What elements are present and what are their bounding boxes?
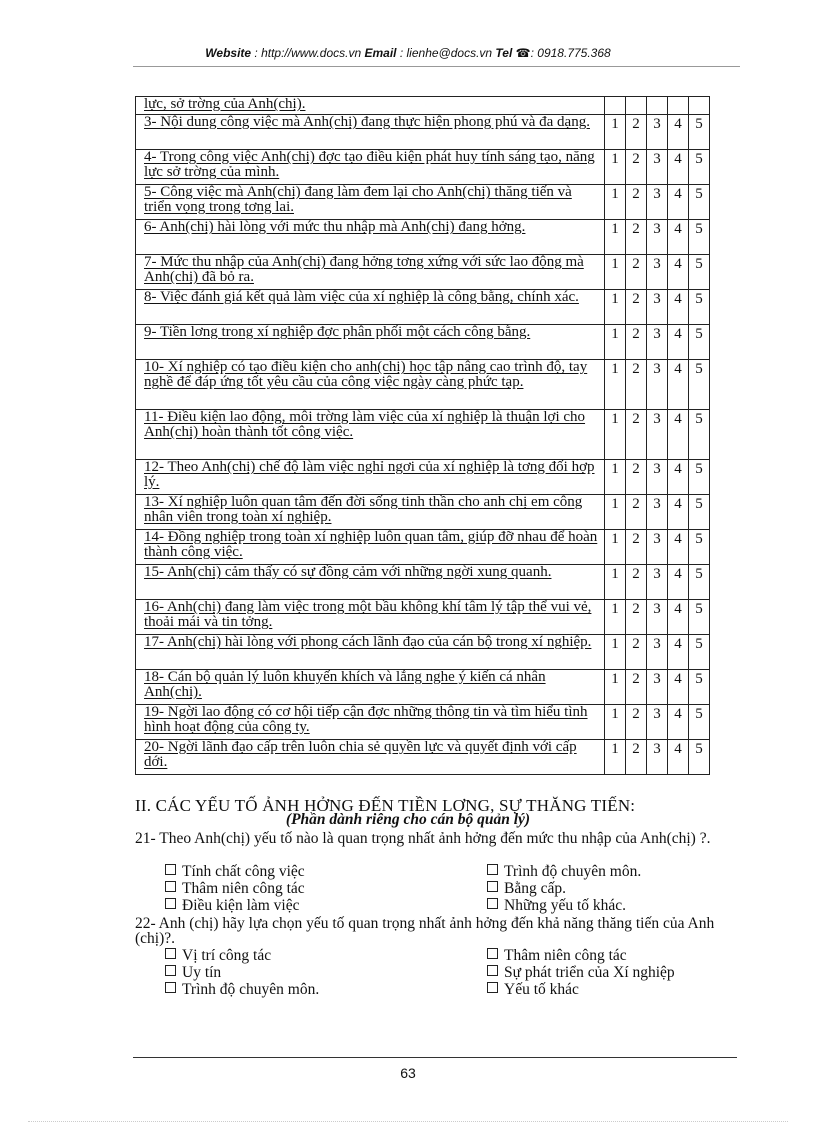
rating-cell[interactable]: 1 bbox=[605, 495, 626, 530]
checkbox-label: Trình độ chuyên môn. bbox=[504, 863, 642, 880]
rating-cell[interactable]: 2 bbox=[626, 220, 647, 255]
checkbox-option[interactable] bbox=[165, 948, 271, 964]
checkbox-option[interactable] bbox=[487, 982, 579, 998]
rating-cell[interactable]: 1 bbox=[605, 185, 626, 220]
rating-cell[interactable]: 1 bbox=[605, 290, 626, 325]
table-row bbox=[136, 670, 710, 705]
checkbox-option[interactable] bbox=[487, 864, 641, 880]
rating-cell[interactable]: 4 bbox=[668, 705, 689, 740]
rating-cell[interactable]: 1 bbox=[605, 530, 626, 565]
rating-cell[interactable] bbox=[668, 97, 689, 115]
checkbox-label: Điều kiện làm việc bbox=[182, 897, 300, 914]
rating-cell[interactable] bbox=[647, 97, 668, 115]
question-text: 11- Điều kiện lao động, môi trờng làm việc của xí nghiệp là thuận lợi cho Anh(chị) hoàn thành tốt công việc. bbox=[136, 410, 605, 460]
checkbox-label: Bằng cấp. bbox=[504, 880, 566, 897]
email-label: Email bbox=[364, 46, 397, 60]
rating-cell[interactable]: 2 bbox=[626, 150, 647, 185]
rating-cell[interactable]: 5 bbox=[689, 495, 710, 530]
question-text: 12- Theo Anh(chị) chế độ làm việc nghỉ ngơi của xí nghiệp là tơng đối hợp lý. bbox=[136, 460, 605, 495]
table-row bbox=[136, 360, 710, 410]
rating-cell[interactable]: 2 bbox=[626, 325, 647, 360]
table-row bbox=[136, 325, 710, 360]
rating-cell[interactable]: 5 bbox=[689, 705, 710, 740]
rating-cell[interactable]: 4 bbox=[668, 290, 689, 325]
rating-cell[interactable]: 4 bbox=[668, 635, 689, 670]
table-row bbox=[136, 150, 710, 185]
rating-cell[interactable]: 4 bbox=[668, 255, 689, 290]
table-row bbox=[136, 600, 710, 635]
checkbox-icon[interactable] bbox=[165, 881, 176, 892]
rating-cell[interactable]: 5 bbox=[689, 255, 710, 290]
rating-cell[interactable]: 2 bbox=[626, 530, 647, 565]
rating-cell[interactable]: 5 bbox=[689, 600, 710, 635]
rating-cell[interactable]: 1 bbox=[605, 255, 626, 290]
checkbox-icon[interactable] bbox=[165, 948, 176, 959]
rating-cell[interactable]: 2 bbox=[626, 410, 647, 460]
checkbox-label: Tính chất công việc bbox=[182, 863, 305, 880]
question-text: 10- Xí nghiệp có tạo điều kiện cho anh(chị) học tập nâng cao trình độ, tay nghề để đáp ứng tốt yêu cầu của công việc ngày càng phức tạp. bbox=[136, 360, 605, 410]
question-text: 7- Mức thu nhập của Anh(chị) đang hởng tơng xứng với sức lao động mà Anh(chị) đã bỏ ra. bbox=[136, 255, 605, 290]
rating-cell[interactable]: 1 bbox=[605, 670, 626, 705]
rating-cell[interactable]: 3 bbox=[647, 530, 668, 565]
checkbox-option[interactable] bbox=[487, 898, 626, 914]
question-21: 21- Theo Anh(chị) yếu tố nào là quan trọng nhất ảnh hởng đến mức thu nhập của Anh(chị) ?. bbox=[135, 830, 711, 847]
rating-cell[interactable]: 4 bbox=[668, 115, 689, 150]
rating-cell[interactable]: 3 bbox=[647, 290, 668, 325]
rating-cell[interactable]: 2 bbox=[626, 600, 647, 635]
question-text: 17- Anh(chị) hài lòng với phong cách lãnh đạo của cán bộ trong xí nghiệp. bbox=[136, 635, 605, 670]
question-text: 16- Anh(chị) đang làm việc trong một bầu không khí tâm lý tập thể vui vẻ, thoải mái và tin tởng. bbox=[136, 600, 605, 635]
table-row bbox=[136, 115, 710, 150]
table-row bbox=[136, 185, 710, 220]
rating-cell[interactable]: 3 bbox=[647, 115, 668, 150]
rating-cell[interactable]: 3 bbox=[647, 185, 668, 220]
rating-cell[interactable]: 5 bbox=[689, 185, 710, 220]
rating-cell[interactable]: 3 bbox=[647, 635, 668, 670]
rating-cell[interactable]: 3 bbox=[647, 495, 668, 530]
survey-table-body bbox=[136, 97, 710, 775]
rating-cell[interactable]: 2 bbox=[626, 635, 647, 670]
rating-cell[interactable]: 4 bbox=[668, 740, 689, 775]
rating-cell[interactable] bbox=[626, 97, 647, 115]
page-header bbox=[0, 46, 816, 60]
section-title: II. CÁC YẾU TỐ ẢNH HỞNG ĐẾN TIỀN LƠNG, SỰ THĂNG TIẾN: bbox=[135, 796, 636, 815]
question-text: 9- Tiền lơng trong xí nghiệp đợc phân phối một cách công bằng. bbox=[136, 325, 605, 360]
website-label: Website bbox=[205, 46, 252, 60]
rating-cell[interactable]: 1 bbox=[605, 220, 626, 255]
rating-cell[interactable]: 5 bbox=[689, 410, 710, 460]
table-row bbox=[136, 635, 710, 670]
survey-table bbox=[135, 96, 710, 775]
rating-cell[interactable]: 2 bbox=[626, 460, 647, 495]
table-row bbox=[136, 740, 710, 775]
rating-cell[interactable]: 5 bbox=[689, 325, 710, 360]
checkbox-icon[interactable] bbox=[487, 881, 498, 892]
table-row bbox=[136, 565, 710, 600]
table-row bbox=[136, 410, 710, 460]
question-text: 8- Việc đánh giá kết quả làm việc của xí nghiệp là công bằng, chính xác. bbox=[136, 290, 605, 325]
checkbox-icon[interactable] bbox=[487, 965, 498, 976]
rating-cell[interactable]: 2 bbox=[626, 495, 647, 530]
question-text: 13- Xí nghiệp luôn quan tâm đến đời sống tinh thần cho anh chị em công nhân viên trong toàn xí nghiệp. bbox=[136, 495, 605, 530]
question-text: 6- Anh(chị) hài lòng với mức thu nhập mà Anh(chị) đang hởng. bbox=[136, 220, 605, 255]
question-text: 20- Ngời lãnh đạo cấp trên luôn chia sẻ quyền lực và quyết định với cấp dới. bbox=[136, 740, 605, 775]
checkbox-label: Vị trí công tác bbox=[182, 947, 272, 964]
rating-cell[interactable]: 1 bbox=[605, 565, 626, 600]
checkbox-label: Thâm niên công tác bbox=[504, 947, 627, 964]
checkbox-icon[interactable] bbox=[487, 982, 498, 993]
rating-cell[interactable]: 3 bbox=[647, 255, 668, 290]
rating-cell[interactable]: 2 bbox=[626, 705, 647, 740]
rating-cell[interactable]: 1 bbox=[605, 150, 626, 185]
checkbox-icon[interactable] bbox=[487, 898, 498, 909]
question-text: lực, sở trờng của Anh(chị). bbox=[136, 97, 605, 115]
checkbox-icon[interactable] bbox=[165, 864, 176, 875]
rating-cell[interactable]: 2 bbox=[626, 565, 647, 600]
rating-cell[interactable]: 1 bbox=[605, 325, 626, 360]
rating-cell[interactable]: 4 bbox=[668, 150, 689, 185]
rating-cell[interactable]: 3 bbox=[647, 565, 668, 600]
rating-cell[interactable]: 5 bbox=[689, 635, 710, 670]
question-text: 19- Ngời lao động có cơ hội tiếp cận đợc những thông tin và tìm hiểu tình hình hoạt động của công ty. bbox=[136, 705, 605, 740]
rating-cell[interactable]: 5 bbox=[689, 670, 710, 705]
rating-cell[interactable]: 4 bbox=[668, 670, 689, 705]
rating-cell[interactable]: 5 bbox=[689, 565, 710, 600]
table-row bbox=[136, 460, 710, 495]
tel-label: Tel bbox=[495, 46, 513, 60]
question-text: 15- Anh(chị) cảm thấy có sự đồng cảm với những ngời xung quanh. bbox=[136, 565, 605, 600]
rating-cell[interactable]: 3 bbox=[647, 740, 668, 775]
checkbox-label: Những yếu tố khác. bbox=[504, 897, 627, 914]
website-value: : http://www.docs.vn bbox=[254, 46, 362, 60]
rating-cell[interactable]: 4 bbox=[668, 565, 689, 600]
rating-cell[interactable]: 3 bbox=[647, 705, 668, 740]
rating-cell[interactable]: 2 bbox=[626, 290, 647, 325]
checkbox-option[interactable] bbox=[165, 965, 221, 981]
checkbox-option[interactable] bbox=[165, 982, 319, 998]
rating-cell[interactable]: 3 bbox=[647, 325, 668, 360]
rating-cell[interactable]: 1 bbox=[605, 740, 626, 775]
rating-cell[interactable]: 5 bbox=[689, 115, 710, 150]
checkbox-icon[interactable] bbox=[165, 982, 176, 993]
checkbox-label: Uy tín bbox=[182, 964, 222, 981]
checkbox-option[interactable] bbox=[487, 965, 675, 981]
question-text: 5- Công việc mà Anh(chị) đang làm đem lại cho Anh(chị) thăng tiến và triển vọng trong tơng lai. bbox=[136, 185, 605, 220]
question-text: 4- Trong công việc Anh(chị) đợc tạo điều kiện phát huy tính sáng tạo, năng lực sở trờng của mình. bbox=[136, 150, 605, 185]
rating-cell[interactable]: 3 bbox=[647, 360, 668, 410]
rating-cell[interactable]: 5 bbox=[689, 360, 710, 410]
table-row bbox=[136, 220, 710, 255]
rating-cell[interactable]: 4 bbox=[668, 600, 689, 635]
rating-cell[interactable]: 4 bbox=[668, 220, 689, 255]
table-row bbox=[136, 290, 710, 325]
rating-cell[interactable]: 1 bbox=[605, 460, 626, 495]
rating-cell[interactable]: 3 bbox=[647, 670, 668, 705]
checkbox-icon[interactable] bbox=[165, 965, 176, 976]
rating-cell[interactable]: 2 bbox=[626, 255, 647, 290]
table-row bbox=[136, 255, 710, 290]
email-value: : lienhe@docs.vn bbox=[399, 46, 493, 60]
rating-cell[interactable]: 4 bbox=[668, 325, 689, 360]
checkbox-icon[interactable] bbox=[487, 864, 498, 875]
rating-cell[interactable]: 1 bbox=[605, 705, 626, 740]
rating-cell[interactable]: 3 bbox=[647, 220, 668, 255]
question-text: 3- Nội dung công việc mà Anh(chị) đang thực hiện phong phú và đa dạng. bbox=[136, 115, 605, 150]
header-divider bbox=[133, 66, 740, 67]
table-row bbox=[136, 705, 710, 740]
rating-cell[interactable]: 1 bbox=[605, 360, 626, 410]
question-22: 22- Anh (chị) hãy lựa chọn yếu tố quan trọng nhất ảnh hởng đến khả năng thăng tiến của Anh (chị)?. bbox=[135, 915, 715, 947]
rating-cell[interactable]: 5 bbox=[689, 290, 710, 325]
question-text: 18- Cán bộ quản lý luôn khuyến khích và lắng nghe ý kiến cá nhân Anh(chị). bbox=[136, 670, 605, 705]
table-row bbox=[136, 97, 710, 115]
rating-cell[interactable]: 3 bbox=[647, 600, 668, 635]
tel-value: ☎: 0918.775.368 bbox=[515, 46, 611, 60]
question-text: 14- Đồng nghiệp trong toàn xí nghiệp luôn quan tâm, giúp đỡ nhau để hoàn thành công việc. bbox=[136, 530, 605, 565]
checkbox-option[interactable] bbox=[165, 864, 305, 880]
checkbox-label: Sự phát triển của Xí nghiệp bbox=[504, 964, 675, 981]
rating-cell[interactable]: 2 bbox=[626, 670, 647, 705]
rating-cell[interactable]: 2 bbox=[626, 115, 647, 150]
rating-cell[interactable]: 4 bbox=[668, 530, 689, 565]
rating-cell[interactable]: 5 bbox=[689, 740, 710, 775]
rating-cell[interactable] bbox=[605, 97, 626, 115]
checkbox-option[interactable] bbox=[487, 948, 627, 964]
checkbox-icon[interactable] bbox=[165, 898, 176, 909]
rating-cell[interactable]: 2 bbox=[626, 360, 647, 410]
checkbox-option[interactable] bbox=[487, 881, 566, 897]
rating-cell[interactable]: 1 bbox=[605, 600, 626, 635]
rating-cell[interactable]: 3 bbox=[647, 410, 668, 460]
rating-cell[interactable]: 4 bbox=[668, 410, 689, 460]
rating-cell[interactable]: 1 bbox=[605, 635, 626, 670]
rating-cell[interactable]: 3 bbox=[647, 150, 668, 185]
page-number: 63 bbox=[400, 1065, 416, 1081]
rating-cell[interactable]: 3 bbox=[647, 460, 668, 495]
rating-cell[interactable]: 5 bbox=[689, 530, 710, 565]
rating-cell[interactable]: 4 bbox=[668, 185, 689, 220]
rating-cell[interactable]: 2 bbox=[626, 740, 647, 775]
rating-cell[interactable]: 4 bbox=[668, 495, 689, 530]
rating-cell[interactable]: 5 bbox=[689, 460, 710, 495]
rating-cell[interactable]: 4 bbox=[668, 460, 689, 495]
checkbox-option[interactable] bbox=[165, 881, 305, 897]
rating-cell[interactable]: 5 bbox=[689, 220, 710, 255]
rating-cell[interactable]: 5 bbox=[689, 150, 710, 185]
checkbox-icon[interactable] bbox=[487, 948, 498, 959]
checkbox-label: Trình độ chuyên môn. bbox=[182, 981, 320, 998]
page-bottom-edge bbox=[28, 1121, 788, 1122]
table-row bbox=[136, 530, 710, 565]
rating-cell[interactable]: 4 bbox=[668, 360, 689, 410]
checkbox-label: Yếu tố khác bbox=[504, 981, 579, 998]
rating-cell[interactable]: 1 bbox=[605, 410, 626, 460]
checkbox-label: Thâm niên công tác bbox=[182, 880, 305, 897]
table-row bbox=[136, 495, 710, 530]
section-subtitle: (Phần dành riêng cho cán bộ quản lý) bbox=[285, 811, 531, 828]
rating-cell[interactable] bbox=[689, 97, 710, 115]
footer-divider bbox=[133, 1057, 737, 1058]
checkbox-option[interactable] bbox=[165, 898, 300, 914]
rating-cell[interactable]: 1 bbox=[605, 115, 626, 150]
rating-cell[interactable]: 2 bbox=[626, 185, 647, 220]
